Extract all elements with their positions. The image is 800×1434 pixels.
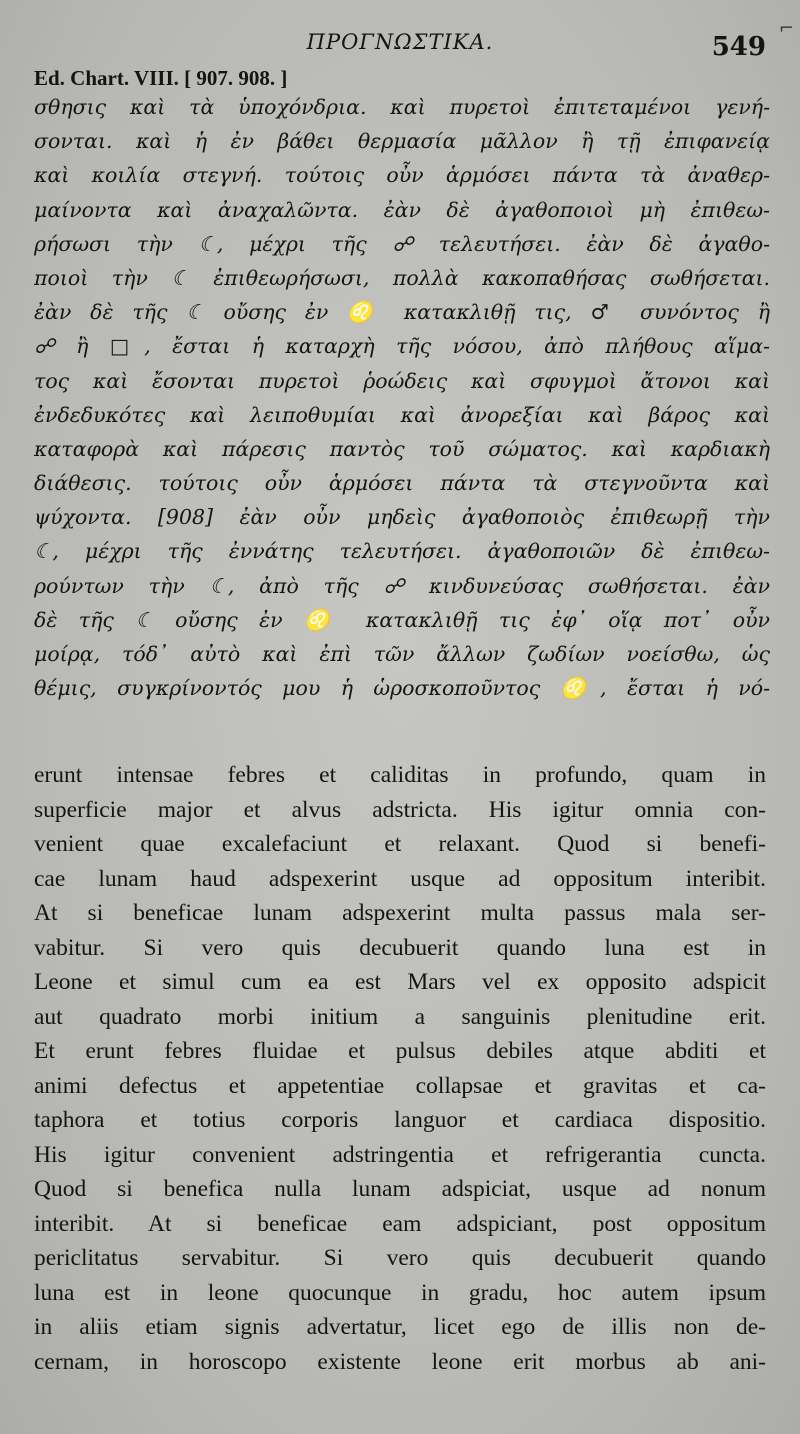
greek-line: ψύχοντα. [908] ἐὰν οὖν μηδεὶς ἀγαθοποιὸς ἐπιθεωρῇ τὴν xyxy=(34,505,770,530)
margin-mark: ⌐ xyxy=(778,18,794,39)
latin-line: superficie major et alvus adstricta. His igitur omnia con- xyxy=(34,796,766,823)
latin-line: His igitur convenient adstringentia et refrigerantia cuncta. xyxy=(34,1141,766,1168)
latin-line: cernam, in horoscopo existente leone erit morbus ab ani- xyxy=(34,1348,766,1375)
greek-line: θέμις, συγκρίνοντός μου ἡ ὡροσκοποῦντος ♌, ἔσται ἡ νό- xyxy=(34,676,770,701)
latin-line: vabitur. Si vero quis decubuerit quando luna est in xyxy=(34,934,766,961)
latin-line: venient quae excalefaciunt et relaxant. Quod si benefi- xyxy=(34,831,766,857)
latin-line: in aliis etiam signis advertatur, licet ego de illis non de- xyxy=(34,1314,766,1340)
greek-line: ρήσωσι τὴν ☾, μέχρι τῆς ☍ τελευτήσει. ἐὰν δὲ ἀγαθο- xyxy=(34,231,770,256)
latin-line: erunt intensae febres et caliditas in profundo, quam in xyxy=(34,762,766,788)
greek-line: ☾, μέχρι τῆς ἐννάτης τελευτήσει. ἀγαθοποιῶν δὲ ἐπιθεω- xyxy=(34,539,770,564)
greek-line: μαίνοντα καὶ ἀναχαλῶντα. ἐὰν δὲ ἀγαθοποιοὶ μὴ ἐπιθεω- xyxy=(34,197,770,222)
greek-line: μοίρᾳ, τόδ᾽ αὐτὸ καὶ ἐπὶ τῶν ἄλλων ζωδίων νοείσθω, ὡς xyxy=(34,642,770,666)
greek-text-block xyxy=(34,90,770,705)
latin-line: At si beneficae lunam adspexerint multa passus mala ser- xyxy=(34,900,766,926)
latin-line: interibit. At si beneficae eam adspiciant, post oppositum xyxy=(34,1210,766,1237)
greek-line: ☍ ἢ □, ἔσται ἡ καταρχὴ τῆς νόσου, ἀπὸ πλήθους αἵμα- xyxy=(34,334,770,359)
greek-line: σθησις καὶ τὰ ὑποχόνδρια. καὶ πυρετοὶ ἐπιτεταμένοι γενή- xyxy=(34,95,770,119)
greek-line: καταφορὰ καὶ πάρεσις παντὸς τοῦ σώματος. καὶ καρδιακὴ xyxy=(34,436,770,461)
greek-line: ἐνδεδυκότες καὶ λειποθυμίαι καὶ ἀνορεξίαι καὶ βάρος καὶ xyxy=(34,402,770,427)
running-title: ΠΡΟΓΝΩΣΤΙΚΑ. xyxy=(306,30,494,54)
latin-line: Quod si benefica nulla lunam adspiciat, usque ad nonum xyxy=(34,1176,766,1202)
latin-text-block xyxy=(34,758,766,1379)
page-number: 549 xyxy=(711,32,766,62)
latin-line: cae lunam haud adspexerint usque ad oppositum interibit. xyxy=(34,865,766,892)
latin-line: taphora et totius corporis languor et cardiaca dispositio. xyxy=(34,1107,766,1133)
latin-line: luna est in leone quocunque in gradu, hoc autem ipsum xyxy=(34,1279,766,1306)
latin-line: periclitatus servabitur. Si vero quis decubuerit quando xyxy=(34,1245,766,1271)
latin-line: Leone et simul cum ea est Mars vel ex opposito adspicit xyxy=(34,969,766,995)
latin-line: aut quadrato morbi initium a sanguinis plenitudine erit. xyxy=(34,1003,766,1030)
greek-line: ποιοὶ τὴν ☾ ἐπιθεωρήσωσι, πολλὰ κακοπαθήσας σωθήσεται. xyxy=(34,265,770,290)
greek-line: καὶ κοιλία στεγνή. τούτοις οὖν ἁρμόσει πάντα τὰ ἀναθερ- xyxy=(34,163,770,188)
greek-line: ἐὰν δὲ τῆς ☾ οὔσης ἐν ♌ κατακλιθῇ τις, ♂ συνόντος ἢ xyxy=(34,300,770,325)
greek-line: σονται. καὶ ἡ ἐν βάθει θερμασία μᾶλλον ἢ τῇ ἐπιφανείᾳ xyxy=(34,129,770,154)
greek-line: ρούντων τὴν ☾, ἀπὸ τῆς ☍ κινδυνεύσας σωθήσεται. ἐὰν xyxy=(34,573,770,598)
greek-line: δὲ τῆς ☾ οὔσης ἐν ♌ κατακλιθῇ τις ἐφ᾽ οἵᾳ ποτ᾽ οὖν xyxy=(34,607,770,632)
edition-reference: Ed. Chart. VIII. [ 907. 908. ] xyxy=(34,66,288,90)
greek-line: τος καὶ ἔσονται πυρετοὶ ῥοώδεις καὶ σφυγμοὶ ἄτονοι καὶ xyxy=(34,368,770,393)
latin-line: animi defectus et appetentiae collapsae et gravitas et ca- xyxy=(34,1072,766,1099)
latin-line: Et erunt febres fluidae et pulsus debiles atque abditi et xyxy=(34,1038,766,1064)
greek-line: διάθεσις. τούτοις οὖν ἁρμόσει πάντα τὰ στεγνοῦντα καὶ xyxy=(34,471,770,496)
